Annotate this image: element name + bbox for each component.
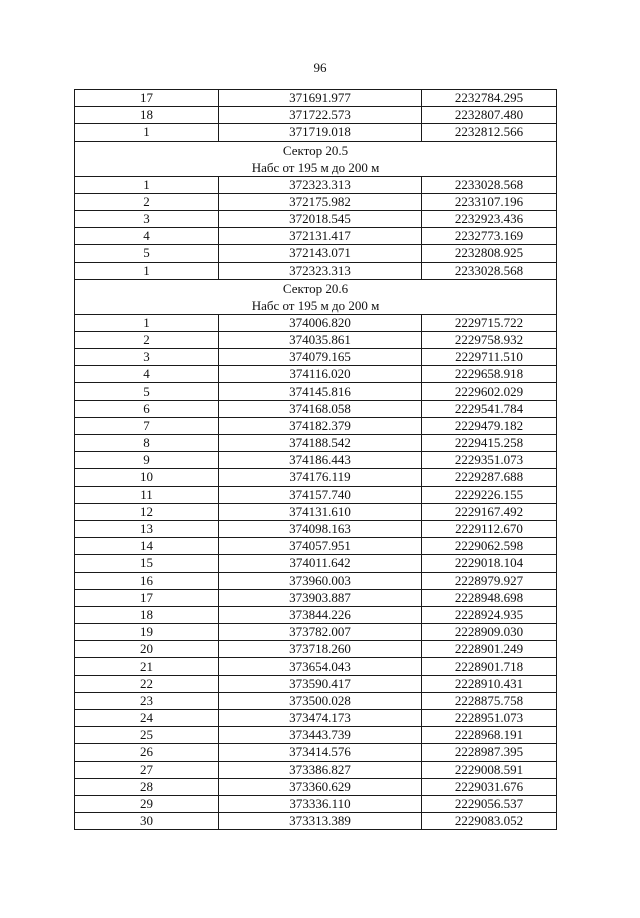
table-row — [75, 606, 557, 623]
point-number-cell: 14 — [75, 538, 219, 555]
x-coordinate-cell: 373336.110 — [219, 795, 422, 812]
x-coordinate-cell: 374011.642 — [219, 555, 422, 572]
y-coordinate-cell: 2228901.718 — [422, 658, 557, 675]
y-coordinate-cell: 2232807.480 — [422, 107, 557, 124]
point-number-cell: 30 — [75, 813, 219, 830]
x-coordinate-cell: 371719.018 — [219, 124, 422, 141]
table-row — [75, 744, 557, 761]
y-coordinate-cell: 2232784.295 — [422, 90, 557, 107]
x-coordinate-cell: 373782.007 — [219, 624, 422, 641]
table-row — [75, 589, 557, 606]
point-number-cell: 19 — [75, 624, 219, 641]
point-number-cell: 4 — [75, 228, 219, 245]
y-coordinate-cell: 2229602.029 — [422, 383, 557, 400]
point-number-cell: 8 — [75, 435, 219, 452]
x-coordinate-cell: 373590.417 — [219, 675, 422, 692]
point-number-cell: 17 — [75, 589, 219, 606]
point-number-cell: 10 — [75, 469, 219, 486]
y-coordinate-cell: 2229711.510 — [422, 349, 557, 366]
point-number-cell: 21 — [75, 658, 219, 675]
table-row — [75, 349, 557, 366]
table-row — [75, 314, 557, 331]
sector-header-cell — [75, 279, 557, 314]
point-number-cell: 6 — [75, 400, 219, 417]
x-coordinate-cell: 374035.861 — [219, 331, 422, 348]
sector-title: Сектор 20.6 — [282, 280, 349, 296]
table-row — [75, 813, 557, 830]
x-coordinate-cell: 373903.887 — [219, 589, 422, 606]
x-coordinate-cell: 374188.542 — [219, 435, 422, 452]
x-coordinate-cell: 374176.119 — [219, 469, 422, 486]
y-coordinate-cell: 2228901.249 — [422, 641, 557, 658]
y-coordinate-cell: 2229226.155 — [422, 486, 557, 503]
page-number: 96 — [313, 60, 327, 75]
table-row — [75, 331, 557, 348]
table-row — [75, 727, 557, 744]
x-coordinate-cell: 374157.740 — [219, 486, 422, 503]
x-coordinate-cell: 372323.313 — [219, 176, 422, 193]
table-row — [75, 572, 557, 589]
point-number-cell: 2 — [75, 331, 219, 348]
x-coordinate-cell: 373443.739 — [219, 727, 422, 744]
point-number-cell: 9 — [75, 452, 219, 469]
point-number-cell: 20 — [75, 641, 219, 658]
y-coordinate-cell: 2229031.676 — [422, 778, 557, 795]
x-coordinate-cell: 373313.389 — [219, 813, 422, 830]
x-coordinate-cell: 373386.827 — [219, 761, 422, 778]
x-coordinate-cell: 372018.545 — [219, 210, 422, 227]
point-number-cell: 18 — [75, 107, 219, 124]
y-coordinate-cell: 2228951.073 — [422, 710, 557, 727]
x-coordinate-cell: 372131.417 — [219, 228, 422, 245]
table-row — [75, 710, 557, 727]
x-coordinate-cell: 373474.173 — [219, 710, 422, 727]
y-coordinate-cell: 2229083.052 — [422, 813, 557, 830]
x-coordinate-cell: 374116.020 — [219, 366, 422, 383]
table-row — [75, 417, 557, 434]
sector-title: Сектор 20.5 — [282, 142, 349, 158]
y-coordinate-cell: 2228979.927 — [422, 572, 557, 589]
table-row — [75, 210, 557, 227]
y-coordinate-cell: 2228968.191 — [422, 727, 557, 744]
y-coordinate-cell: 2229658.918 — [422, 366, 557, 383]
y-coordinate-cell: 2232923.436 — [422, 210, 557, 227]
y-coordinate-cell: 2229287.688 — [422, 469, 557, 486]
point-number-cell: 16 — [75, 572, 219, 589]
point-number-cell: 2 — [75, 193, 219, 210]
point-number-cell: 1 — [75, 124, 219, 141]
point-number-cell: 12 — [75, 503, 219, 520]
point-number-cell: 18 — [75, 606, 219, 623]
x-coordinate-cell: 374006.820 — [219, 314, 422, 331]
y-coordinate-cell: 2228924.935 — [422, 606, 557, 623]
table-row — [75, 520, 557, 537]
y-coordinate-cell: 2229758.932 — [422, 331, 557, 348]
point-number-cell: 24 — [75, 710, 219, 727]
table-row — [75, 366, 557, 383]
x-coordinate-cell: 374098.163 — [219, 520, 422, 537]
y-coordinate-cell: 2232773.169 — [422, 228, 557, 245]
y-coordinate-cell: 2229351.073 — [422, 452, 557, 469]
x-coordinate-cell: 374145.816 — [219, 383, 422, 400]
x-coordinate-cell: 373960.003 — [219, 572, 422, 589]
point-number-cell: 26 — [75, 744, 219, 761]
point-number-cell: 3 — [75, 349, 219, 366]
x-coordinate-cell: 371691.977 — [219, 90, 422, 107]
point-number-cell: 23 — [75, 692, 219, 709]
point-number-cell: 11 — [75, 486, 219, 503]
table-row — [75, 761, 557, 778]
table-row — [75, 400, 557, 417]
table-row — [75, 124, 557, 141]
coordinates-table-body — [75, 90, 557, 830]
x-coordinate-cell: 374182.379 — [219, 417, 422, 434]
y-coordinate-cell: 2229112.670 — [422, 520, 557, 537]
point-number-cell: 28 — [75, 778, 219, 795]
y-coordinate-cell: 2232808.925 — [422, 245, 557, 262]
x-coordinate-cell: 374079.165 — [219, 349, 422, 366]
point-number-cell: 5 — [75, 245, 219, 262]
table-row — [75, 795, 557, 812]
x-coordinate-cell: 372323.313 — [219, 262, 422, 279]
sector-header-row — [75, 279, 557, 314]
y-coordinate-cell: 2228910.431 — [422, 675, 557, 692]
point-number-cell: 3 — [75, 210, 219, 227]
point-number-cell: 13 — [75, 520, 219, 537]
point-number-cell: 15 — [75, 555, 219, 572]
table-row — [75, 469, 557, 486]
table-row — [75, 692, 557, 709]
y-coordinate-cell: 2229018.104 — [422, 555, 557, 572]
table-row — [75, 383, 557, 400]
y-coordinate-cell: 2233107.196 — [422, 193, 557, 210]
point-number-cell: 7 — [75, 417, 219, 434]
point-number-cell: 25 — [75, 727, 219, 744]
x-coordinate-cell: 373360.629 — [219, 778, 422, 795]
point-number-cell: 5 — [75, 383, 219, 400]
table-row — [75, 193, 557, 210]
point-number-cell: 27 — [75, 761, 219, 778]
table-row — [75, 176, 557, 193]
table-row — [75, 641, 557, 658]
table-row — [75, 555, 557, 572]
table-row — [75, 435, 557, 452]
y-coordinate-cell: 2233028.568 — [422, 176, 557, 193]
y-coordinate-cell: 2228909.030 — [422, 624, 557, 641]
x-coordinate-cell: 373844.226 — [219, 606, 422, 623]
coordinates-table — [74, 89, 557, 830]
table-row — [75, 658, 557, 675]
x-coordinate-cell: 373654.043 — [219, 658, 422, 675]
table-row — [75, 624, 557, 641]
x-coordinate-cell: 374057.951 — [219, 538, 422, 555]
y-coordinate-cell: 2229715.722 — [422, 314, 557, 331]
x-coordinate-cell: 373500.028 — [219, 692, 422, 709]
table-row — [75, 538, 557, 555]
table-row — [75, 452, 557, 469]
y-coordinate-cell: 2229415.258 — [422, 435, 557, 452]
x-coordinate-cell: 373718.260 — [219, 641, 422, 658]
point-number-cell: 17 — [75, 90, 219, 107]
table-row — [75, 262, 557, 279]
table-row — [75, 675, 557, 692]
x-coordinate-cell: 373414.576 — [219, 744, 422, 761]
point-number-cell: 1 — [75, 176, 219, 193]
point-number-cell: 22 — [75, 675, 219, 692]
y-coordinate-cell: 2233028.568 — [422, 262, 557, 279]
x-coordinate-cell: 372175.982 — [219, 193, 422, 210]
y-coordinate-cell: 2229479.182 — [422, 417, 557, 434]
point-number-cell: 4 — [75, 366, 219, 383]
y-coordinate-cell: 2229062.598 — [422, 538, 557, 555]
sector-header-cell — [75, 141, 557, 176]
point-number-cell: 1 — [75, 314, 219, 331]
sector-height-range: Набс от 195 м до 200 м — [251, 297, 380, 313]
table-row — [75, 107, 557, 124]
table-row — [75, 486, 557, 503]
x-coordinate-cell: 374186.443 — [219, 452, 422, 469]
coordinates-table-container — [74, 89, 556, 830]
point-number-cell: 1 — [75, 262, 219, 279]
table-row — [75, 503, 557, 520]
x-coordinate-cell: 374168.058 — [219, 400, 422, 417]
x-coordinate-cell: 374131.610 — [219, 503, 422, 520]
x-coordinate-cell: 371722.573 — [219, 107, 422, 124]
x-coordinate-cell: 372143.071 — [219, 245, 422, 262]
sector-header-row — [75, 141, 557, 176]
y-coordinate-cell: 2229008.591 — [422, 761, 557, 778]
y-coordinate-cell: 2232812.566 — [422, 124, 557, 141]
point-number-cell: 29 — [75, 795, 219, 812]
y-coordinate-cell: 2229167.492 — [422, 503, 557, 520]
table-row — [75, 90, 557, 107]
table-row — [75, 245, 557, 262]
sector-height-range: Набс от 195 м до 200 м — [251, 159, 380, 175]
y-coordinate-cell: 2228875.758 — [422, 692, 557, 709]
y-coordinate-cell: 2228987.395 — [422, 744, 557, 761]
table-row — [75, 228, 557, 245]
table-row — [75, 778, 557, 795]
y-coordinate-cell: 2229541.784 — [422, 400, 557, 417]
y-coordinate-cell: 2228948.698 — [422, 589, 557, 606]
y-coordinate-cell: 2229056.537 — [422, 795, 557, 812]
